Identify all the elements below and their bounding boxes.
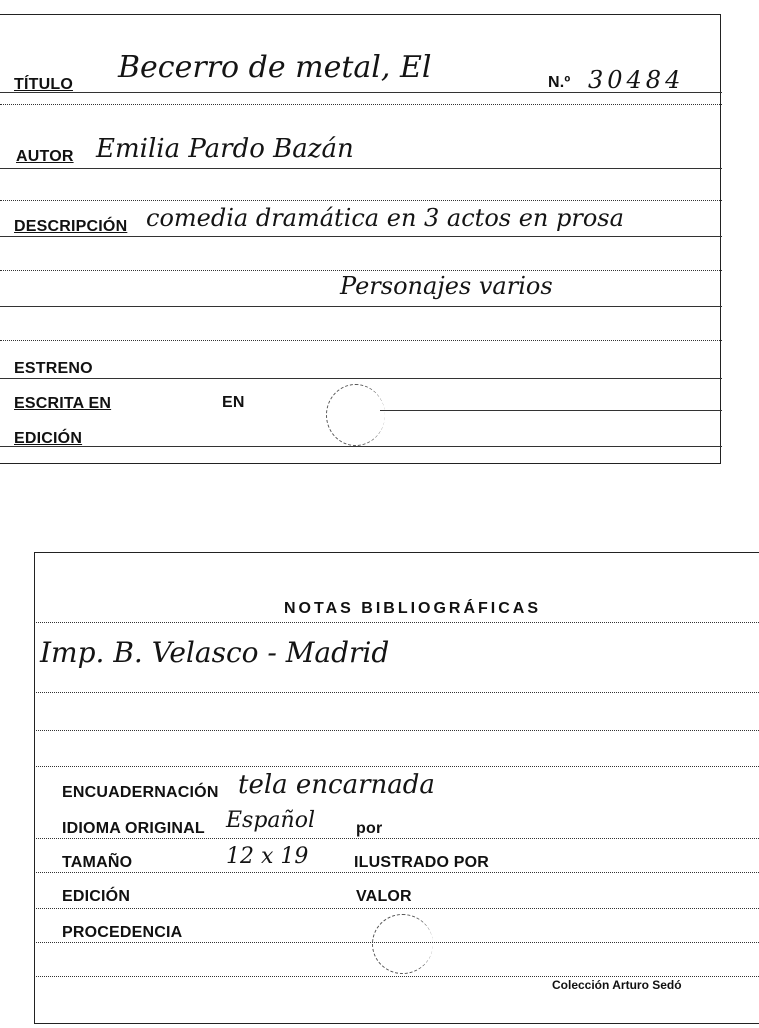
procedencia-label: PROCEDENCIA bbox=[62, 924, 183, 941]
autor-value: Emilia Pardo Bazán bbox=[96, 134, 354, 164]
rule bbox=[36, 692, 759, 693]
escrita-en-label: ESCRITA EN bbox=[14, 395, 112, 412]
encuadernacion-value: tela encarnada bbox=[238, 770, 435, 800]
titulo-value: Becerro de metal, El bbox=[118, 50, 432, 85]
rule bbox=[36, 908, 759, 909]
rule bbox=[36, 838, 759, 839]
rule bbox=[0, 306, 722, 307]
rule bbox=[0, 378, 722, 379]
en-label: EN bbox=[222, 394, 245, 411]
stamp-mark bbox=[372, 914, 433, 974]
rule bbox=[36, 976, 759, 977]
idioma-label: IDIOMA ORIGINAL bbox=[62, 820, 205, 837]
rule bbox=[380, 410, 722, 411]
notas-heading: NOTAS BIBLIOGRÁFICAS bbox=[284, 600, 542, 617]
tamano-value: 12 x 19 bbox=[226, 844, 309, 869]
titulo-label: TÍTULO bbox=[14, 76, 73, 93]
ilustrado-label: ILUSTRADO POR bbox=[354, 854, 490, 871]
numero-value: 30484 bbox=[588, 66, 685, 94]
edicion-label-bottom: EDICIÓN bbox=[62, 888, 131, 905]
collection-footer: Colección Arturo Sedó bbox=[552, 978, 682, 992]
estreno-label: ESTRENO bbox=[14, 360, 93, 377]
rule bbox=[0, 200, 722, 201]
numero-label: N.º bbox=[548, 74, 571, 91]
descripcion-label: DESCRIPCIÓN bbox=[14, 218, 128, 235]
por-label: por bbox=[356, 820, 383, 837]
rule bbox=[36, 766, 759, 767]
encuadernacion-label: ENCUADERNACIÓN bbox=[62, 784, 219, 801]
rule bbox=[0, 168, 722, 169]
rule bbox=[0, 446, 722, 447]
rule bbox=[0, 340, 722, 341]
edicion-label-top: EDICIÓN bbox=[14, 430, 83, 447]
rule bbox=[36, 730, 759, 731]
tamano-label: TAMAÑO bbox=[62, 854, 133, 871]
idioma-value: Español bbox=[226, 808, 315, 833]
stamp-mark bbox=[326, 384, 385, 446]
descripcion-value-2: Personajes varios bbox=[340, 272, 553, 300]
rule bbox=[0, 236, 722, 237]
rule bbox=[0, 270, 722, 271]
valor-label: VALOR bbox=[356, 888, 412, 905]
rule bbox=[36, 622, 759, 623]
autor-label: AUTOR bbox=[16, 148, 74, 165]
rule bbox=[0, 104, 722, 105]
nota-value: Imp. B. Velasco - Madrid bbox=[40, 636, 390, 669]
descripcion-value: comedia dramática en 3 actos en prosa bbox=[146, 204, 624, 232]
rule bbox=[36, 872, 759, 873]
